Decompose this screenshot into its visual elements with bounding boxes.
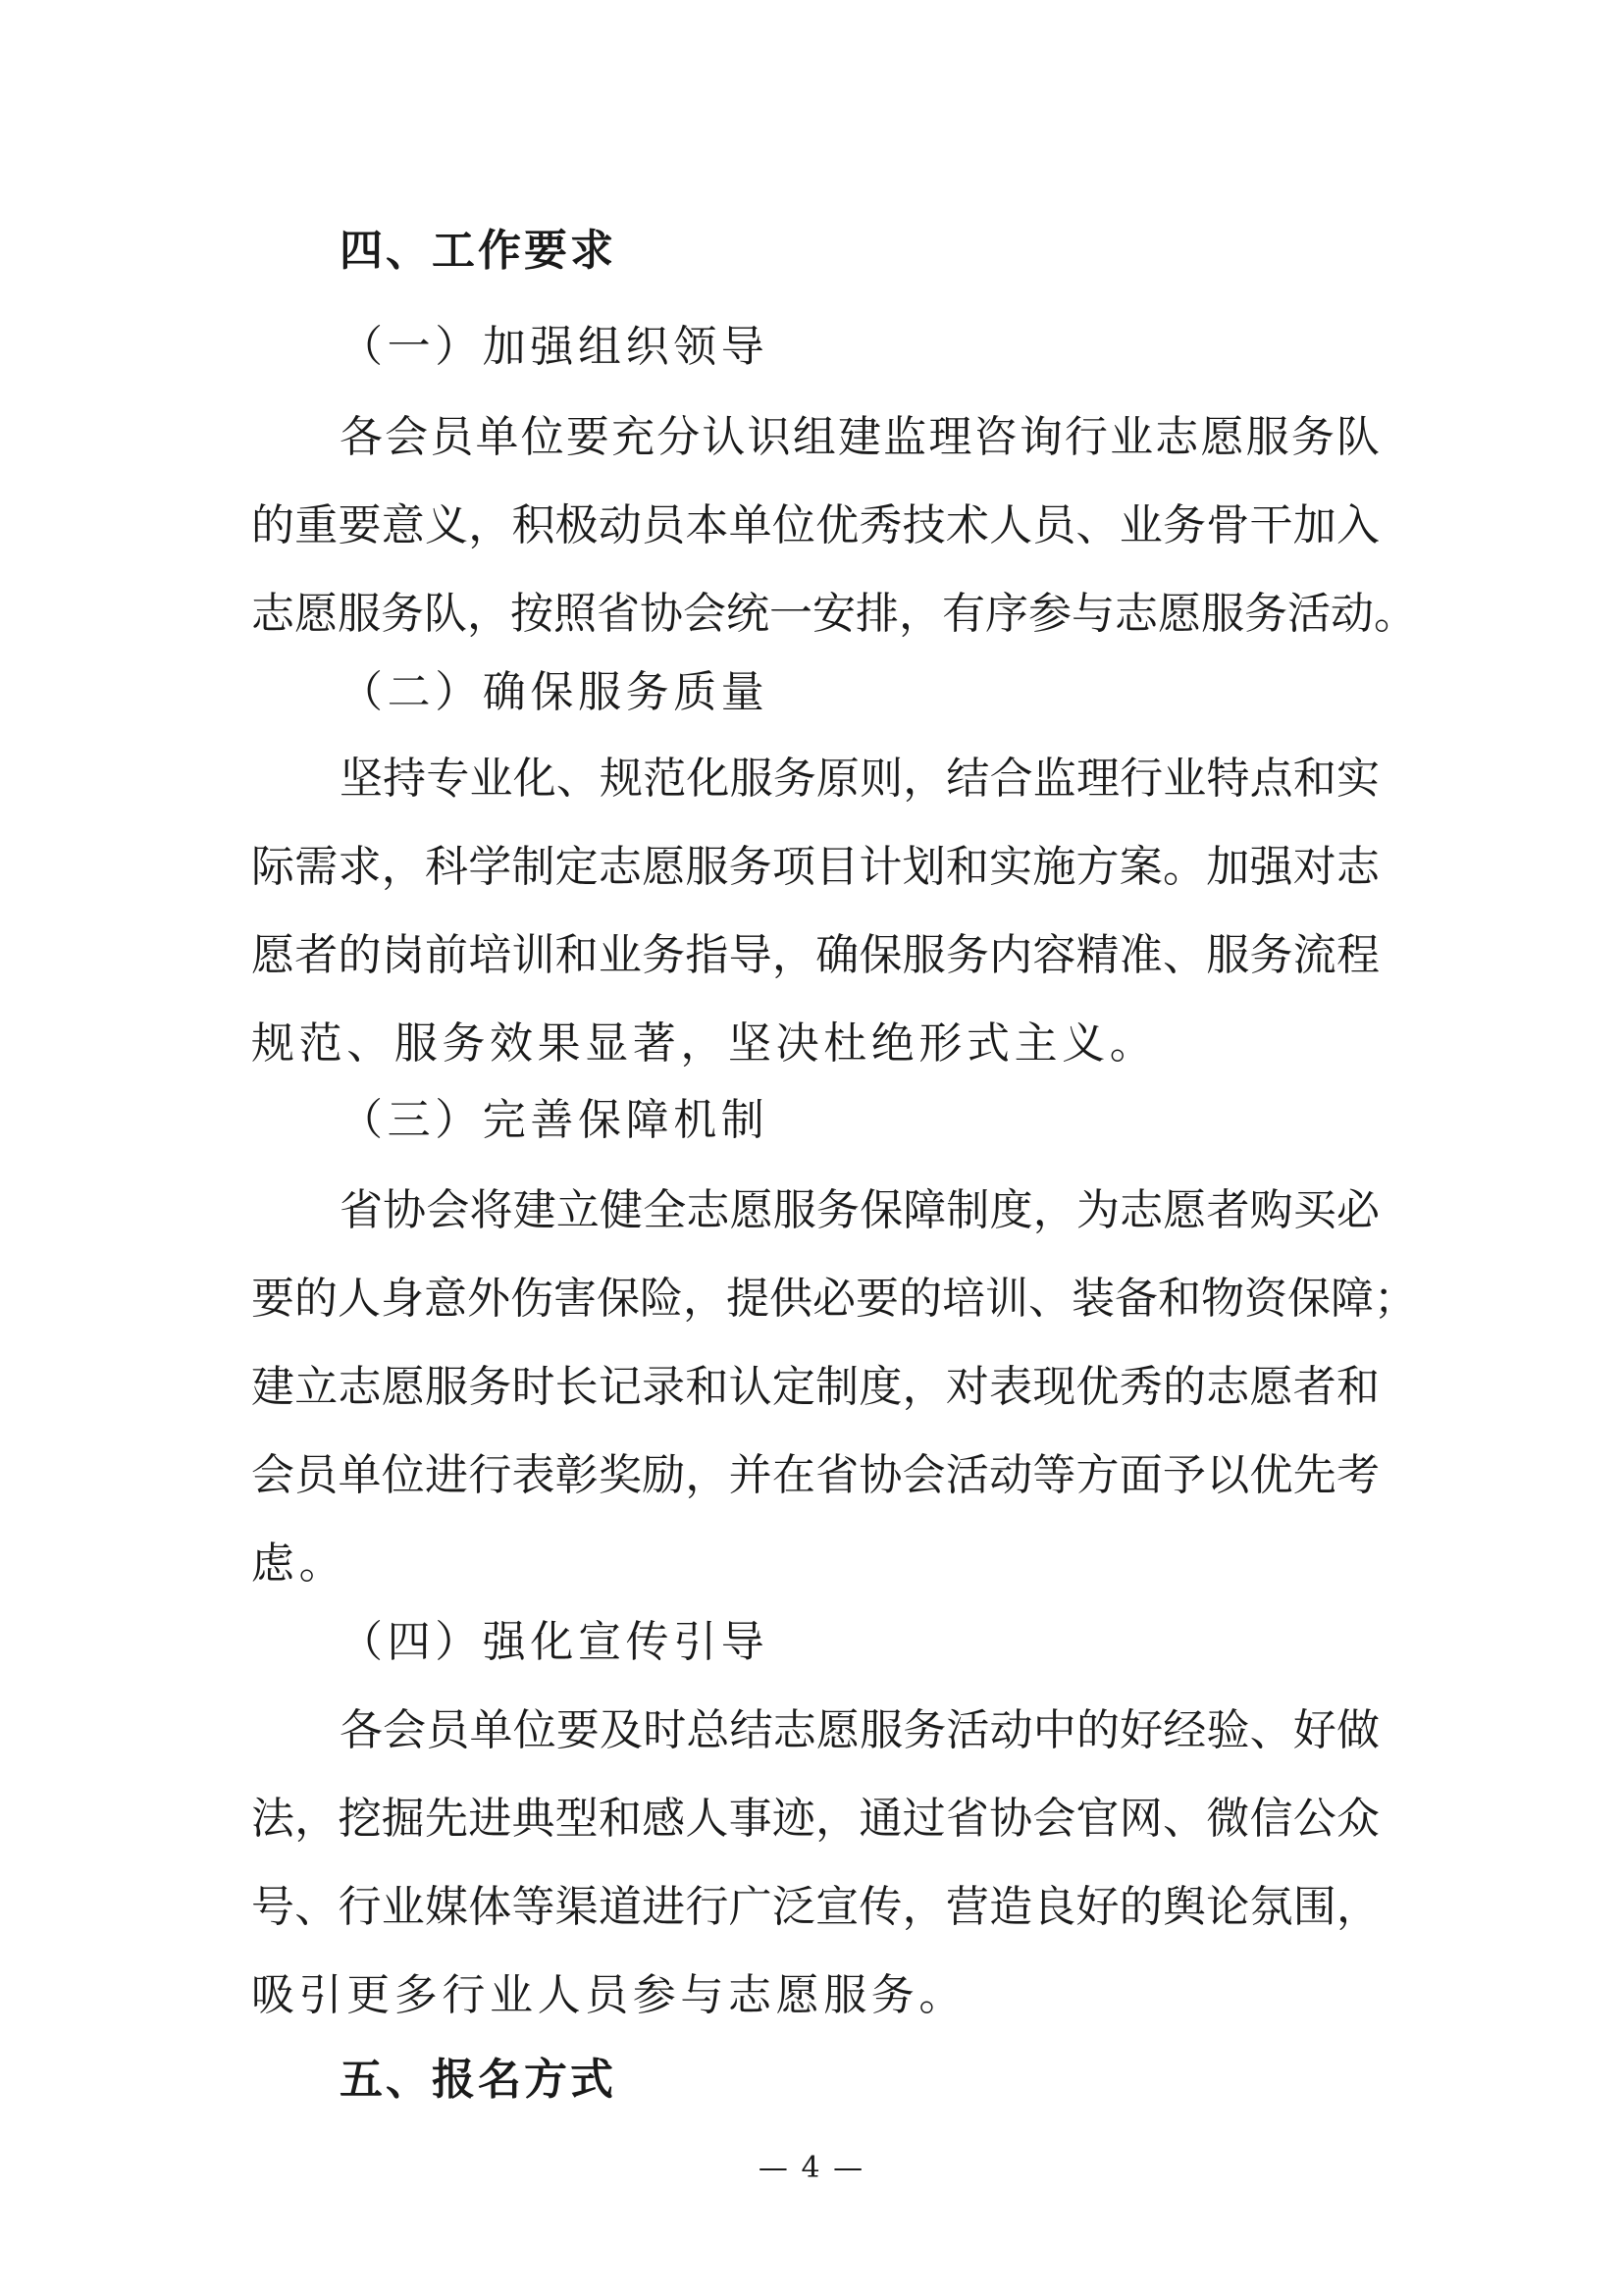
paragraph-line: 各会员单位要及时总结志愿服务活动中的好经验、好做	[340, 1705, 1380, 1755]
paragraph-line: 会员单位进行表彰奖励，并在省协会活动等方面予以优先考	[251, 1450, 1380, 1500]
paragraph-line: 虑。	[251, 1539, 347, 1589]
section-heading-registration: 五、报名方式	[340, 2055, 616, 2105]
subsection-title-service-quality: （二）确保服务质量	[340, 667, 769, 717]
page-number: — 4 —	[758, 2151, 865, 2185]
paragraph-line: 建立志愿服务时长记录和认定制度，对表现优秀的志愿者和	[251, 1362, 1380, 1412]
paragraph-line: 志愿服务队，按照省协会统一安排，有序参与志愿服务活动。	[251, 589, 1417, 639]
subsection-title-publicity: （四）强化宣传引导	[340, 1617, 769, 1667]
paragraph-line: 规范、服务效果显著，坚决杜绝形式主义。	[251, 1018, 1158, 1069]
paragraph-line: 坚持专业化、规范化服务原则，结合监理行业特点和实	[340, 754, 1380, 804]
subsection-title-guarantee-mechanism: （三）完善保障机制	[340, 1095, 769, 1145]
paragraph-line: 吸引更多行业人员参与志愿服务。	[251, 1970, 967, 2020]
paragraph-line: 际需求，科学制定志愿服务项目计划和实施方案。加强对志	[251, 842, 1380, 892]
subsection-title-organization: （一）加强组织领导	[340, 322, 769, 372]
paragraph-line: 法，挖掘先进典型和感人事迹，通过省协会官网、微信公众	[251, 1794, 1380, 1844]
paragraph-line: 号、行业媒体等渠道进行广泛宣传，营造良好的舆论氛围，	[251, 1882, 1380, 1932]
section-heading-work-requirements: 四、工作要求	[340, 226, 616, 276]
paragraph-line: 要的人身意外伤害保险，提供必要的培训、装备和物资保障；	[251, 1274, 1417, 1324]
paragraph-line: 省协会将建立健全志愿服务保障制度，为志愿者购买必	[340, 1185, 1380, 1235]
paragraph-line: 愿者的岗前培训和业务指导，确保服务内容精准、服务流程	[251, 930, 1380, 980]
paragraph-line: 各会员单位要充分认识组建监理咨询行业志愿服务队	[340, 412, 1380, 462]
paragraph-line: 的重要意义，积极动员本单位优秀技术人员、业务骨干加入	[251, 500, 1380, 550]
